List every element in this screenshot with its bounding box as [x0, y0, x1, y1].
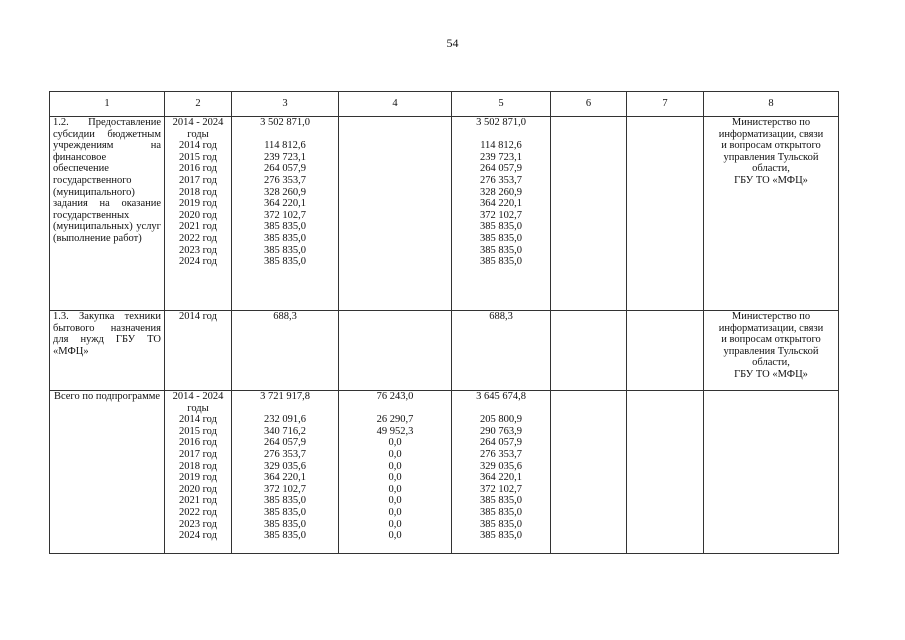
cell-line: 385 835,0 [264, 530, 306, 542]
cell-line: 340 716,2 [264, 425, 306, 437]
cell-line [342, 403, 448, 415]
col3-cell [232, 117, 339, 311]
cell-line: 2014 год [179, 414, 217, 426]
cell-line: 385 835,0 [264, 232, 306, 244]
cell-line: 2017 год [179, 174, 217, 186]
period-cell [165, 117, 232, 311]
cell-line: 385 835,0 [264, 256, 306, 268]
col3-cell [232, 391, 339, 554]
cell-line: 364 220,1 [480, 198, 522, 210]
period-cell [165, 391, 232, 554]
cell-line: 2014 - 2024 [172, 391, 224, 402]
cell-line: 0,0 [388, 495, 402, 507]
cell-line: 264 057,9 [264, 437, 306, 449]
col4-cell [339, 391, 452, 554]
responsible-cell [704, 117, 839, 311]
col-header: 2 [165, 92, 232, 117]
cell-line: 385 835,0 [480, 256, 522, 268]
cell-line: 49 952,3 [376, 425, 414, 437]
cell-line: управления Тульской [723, 345, 819, 357]
cell-line: 114 812,6 [264, 140, 306, 152]
cell-line: и вопросам открытого [721, 140, 821, 152]
row-name-cell [50, 391, 165, 554]
cell-line: 3 502 871,0 [260, 117, 310, 128]
cell-line: 0,0 [388, 506, 402, 518]
cell-line: 2018 год [179, 460, 217, 472]
col6-cell [551, 311, 627, 391]
cell-line: ГБУ ТО «МФЦ» [734, 174, 808, 186]
cell-line: 385 835,0 [264, 495, 306, 507]
row-name-cell [50, 117, 165, 311]
col3-cell [232, 311, 339, 391]
cell-line: и вопросам открытого [721, 334, 821, 346]
cell-line: 2023 год [179, 518, 217, 530]
page-number: 54 [446, 36, 459, 50]
cell-line: 2018 год [179, 186, 217, 198]
cell-line: 0,0 [388, 472, 402, 484]
cell-line: 0,0 [388, 518, 402, 530]
col-header: 8 [704, 92, 839, 117]
cell-line [455, 129, 547, 141]
col-header: 3 [232, 92, 339, 117]
col4-cell [339, 311, 452, 391]
col7-cell [627, 311, 704, 391]
col5-cell [452, 391, 551, 554]
cell-line: 205 800,9 [480, 414, 522, 426]
cell-line: 385 835,0 [480, 506, 522, 518]
cell-line: 364 220,1 [480, 472, 522, 484]
cell-line: 264 057,9 [264, 163, 306, 175]
cell-line: 364 220,1 [264, 472, 306, 484]
cell-line: информатизации, связи [718, 322, 824, 334]
cell-line [235, 129, 335, 141]
cell-line: 276 353,7 [480, 448, 522, 460]
period-cell [165, 311, 232, 391]
cell-line: 2021 год [179, 495, 217, 507]
cell-line: Министерство по [731, 311, 811, 322]
cell-line: 239 723,1 [264, 151, 306, 163]
cell-line: области, [752, 357, 790, 369]
cell-line: 276 353,7 [264, 174, 306, 186]
cell-line: 0,0 [388, 448, 402, 460]
cell-line: 276 353,7 [264, 448, 306, 460]
col-header: 5 [452, 92, 551, 117]
cell-line: 3 721 917,8 [260, 391, 310, 402]
responsible-cell [704, 311, 839, 391]
cell-line: 0,0 [388, 460, 402, 472]
cell-line: годы [187, 128, 209, 140]
cell-line: 372 102,7 [264, 483, 306, 495]
row-name: Всего по подпрограмме [53, 391, 161, 402]
cell-line: 385 835,0 [480, 518, 522, 530]
col4-cell [339, 117, 452, 311]
cell-line: 385 835,0 [264, 221, 306, 233]
cell-line: 2016 год [179, 437, 217, 449]
cell-line: 385 835,0 [480, 232, 522, 244]
cell-line: годы [187, 402, 209, 414]
cell-line [455, 403, 547, 415]
cell-line: 385 835,0 [480, 244, 522, 256]
col-header: 7 [627, 92, 704, 117]
cell-line: 688,3 [273, 311, 297, 322]
cell-line: 2022 год [179, 506, 217, 518]
cell-line: 2021 год [179, 221, 217, 233]
cell-line: 385 835,0 [264, 506, 306, 518]
cell-line: 2017 год [179, 448, 217, 460]
cell-line: 2020 год [179, 209, 217, 221]
cell-line: 276 353,7 [480, 174, 522, 186]
cell-line: 3 502 871,0 [476, 117, 526, 128]
cell-line: ГБУ ТО «МФЦ» [734, 368, 808, 380]
cell-line: 2020 год [179, 483, 217, 495]
col-header: 1 [50, 92, 165, 117]
cell-line: управления Тульской [723, 151, 819, 163]
cell-line: 0,0 [388, 483, 402, 495]
cell-line: 2015 год [179, 425, 217, 437]
cell-line: информатизации, связи [718, 128, 824, 140]
cell-line: области, [752, 163, 790, 175]
cell-line: 2024 год [179, 530, 217, 542]
cell-line: 264 057,9 [480, 437, 522, 449]
cell-line [235, 403, 335, 415]
cell-line: 385 835,0 [480, 221, 522, 233]
cell-line: 0,0 [388, 530, 402, 542]
cell-line: 372 102,7 [480, 209, 522, 221]
cell-line: 2015 год [179, 151, 217, 163]
cell-line: 3 645 674,8 [476, 391, 526, 402]
table-row [50, 117, 839, 311]
cell-line: 688,3 [489, 311, 513, 322]
budget-table [49, 91, 839, 554]
cell-line: 328 260,9 [480, 186, 522, 198]
col-header: 4 [339, 92, 452, 117]
cell-line: 385 835,0 [264, 518, 306, 530]
cell-line: 2022 год [179, 232, 217, 244]
cell-line: Министерство по [731, 117, 811, 128]
table-row [50, 391, 839, 554]
cell-line: 2019 год [179, 198, 217, 210]
cell-line: 232 091,6 [264, 414, 306, 426]
table-row [50, 311, 839, 391]
cell-line: 2019 год [179, 472, 217, 484]
cell-line: 114 812,6 [480, 140, 522, 152]
cell-line: 329 035,6 [480, 460, 522, 472]
cell-line: 26 290,7 [376, 414, 414, 426]
cell-line: 329 035,6 [264, 460, 306, 472]
cell-line: 328 260,9 [264, 186, 306, 198]
cell-line: 290 763,9 [480, 425, 522, 437]
col-header: 6 [551, 92, 627, 117]
cell-line: 2014 год [179, 311, 217, 322]
cell-line: 385 835,0 [480, 530, 522, 542]
row-name-cell [50, 311, 165, 391]
cell-line: 239 723,1 [480, 151, 522, 163]
cell-line: 2014 год [179, 140, 217, 152]
cell-line: 2024 год [179, 256, 217, 268]
row-name: 1.3. Закупка техники бытового назначения для нужд ГБУ ТО «МФЦ» [53, 311, 161, 357]
cell-line: 385 835,0 [264, 244, 306, 256]
cell-line: 264 057,9 [480, 163, 522, 175]
cell-line: 2014 - 2024 [172, 117, 224, 128]
col5-cell [452, 311, 551, 391]
col7-cell [627, 391, 704, 554]
cell-line: 385 835,0 [480, 495, 522, 507]
row-name: 1.2. Предоставление субсидии бюджетным учреждениям на финансовое обеспечение государственного (муниципального) задания на оказание государственных (муниципальных) услуг (выполнение работ) [53, 117, 161, 244]
cell-line: 2016 год [179, 163, 217, 175]
cell-line: 364 220,1 [264, 198, 306, 210]
cell-line: 0,0 [388, 437, 402, 449]
col6-cell [551, 391, 627, 554]
cell-line: 76 243,0 [376, 391, 414, 402]
col7-cell [627, 117, 704, 311]
header-row [50, 92, 839, 117]
col6-cell [551, 117, 627, 311]
cell-line: 372 102,7 [264, 209, 306, 221]
cell-line: 372 102,7 [480, 483, 522, 495]
responsible-cell [704, 391, 839, 554]
col5-cell [452, 117, 551, 311]
cell-line: 2023 год [179, 244, 217, 256]
